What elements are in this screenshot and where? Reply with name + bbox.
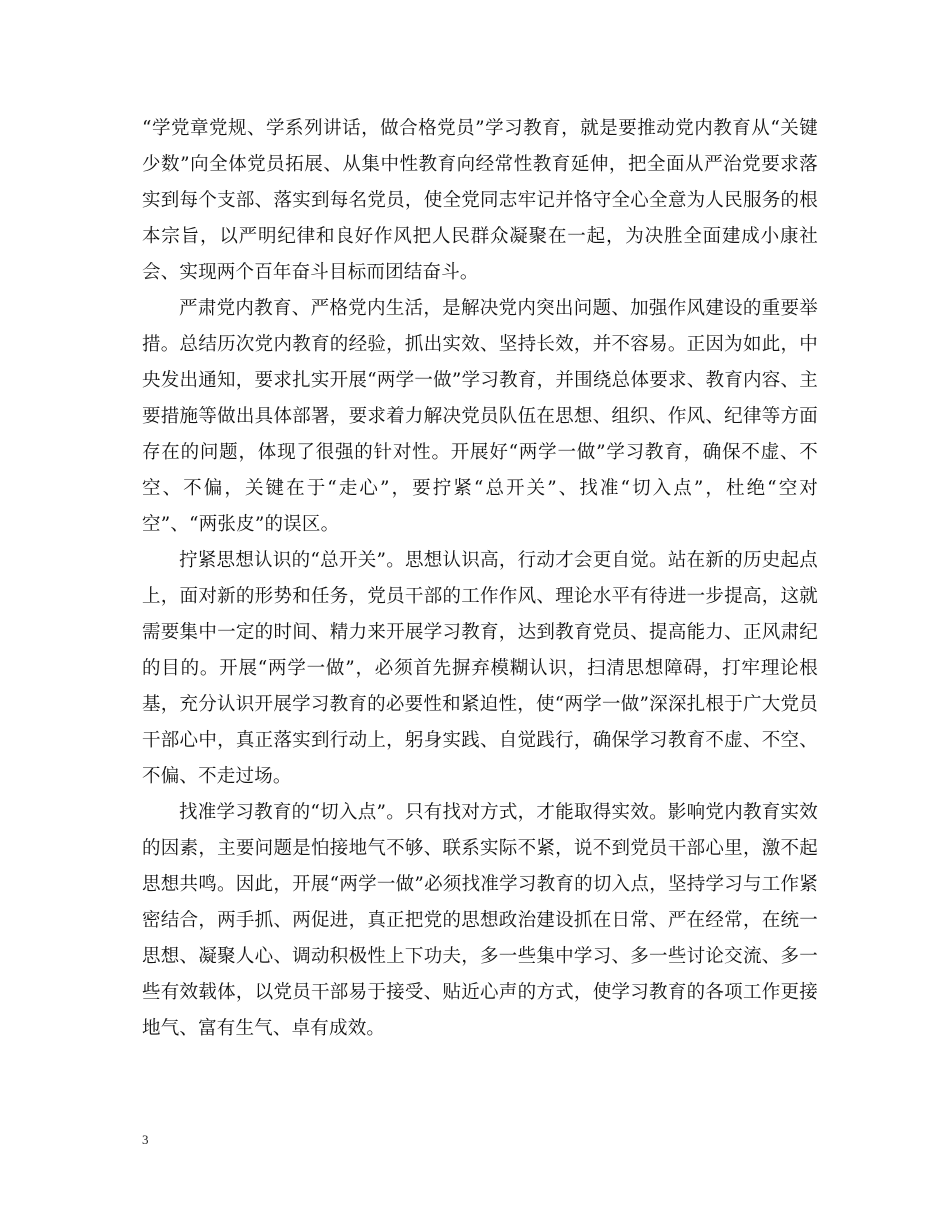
paragraph-3: 拧紧思想认识的“总开关”。思想认识高，行动才会更自觉。站在新的历史起点上，面对新的形势和任务，党员干部的工作作风、理论水平有待进一步提高，这就需要集中一定的时间、精力来开展学习教育，达到教育党员、提高能力、正风肃纪的目的。开展“两学一做”，必须首先摒弃模糊认识，扫清思想障碍，打牢理论根基，充分认识开展学习教育的必要性和紧迫性，使“两学一做”深深扎根于广大党员干部心中，真正落实到行动上，躬身实践、自觉践行，确保学习教育不虚、不空、不偏、不走过场。 bbox=[142, 550, 818, 787]
page-number: 3 bbox=[142, 1132, 149, 1147]
paragraph-1: “学党章党规、学系列讲话，做合格党员”学习教育，就是要推动党内教育从“关键少数”向全体党员拓展、从集中性教育向经常性教育延伸，把全面从严治党要求落实到每个支部、落实到每名党员，使全党同志牢记并恪守全心全意为人民服务的根本宗旨，以严明纪律和良好作风把人民群众凝聚在一起，为决胜全面建成小康社会、实现两个百年奋斗目标而团结奋斗。 bbox=[142, 118, 818, 283]
document-body bbox=[142, 111, 818, 1047]
paragraph-4: 找准学习教育的“切入点”。只有找对方式，才能取得实效。影响党内教育实效的因素，主要问题是怕接地气不够、联系实际不紧，说不到党员干部心里，激不起思想共鸣。因此，开展“两学一做”必须找准学习教育的切入点，坚持学习与工作紧密结合，两手抓、两促进，真正把党的思想政治建设抓在日常、严在经常，在统一思想、凝聚人心、调动积极性上下功夫，多一些集中学习、多一些讨论交流、多一些有效载体，以党员干部易于接受、贴近心声的方式，使学习教育的各项工作更接地气、富有生气、卓有成效。 bbox=[142, 802, 818, 1039]
paragraph-2: 严肃党内教育、严格党内生活，是解决党内突出问题、加强作风建设的重要举措。总结历次党内教育的经验，抓出实效、坚持长效，并不容易。正因为如此，中央发出通知，要求扎实开展“两学一做”学习教育，并围绕总体要求、教育内容、主要措施等做出具体部署，要求着力解决党员队伍在思想、组织、作风、纪律等方面存在的问题，体现了很强的针对性。开展好“两学一做”学习教育，确保不虚、不空、不偏，关键在于“走心”，要拧紧“总开关”、找准“切入点”，杜绝“空对空”、“两张皮”的误区。 bbox=[142, 298, 818, 535]
